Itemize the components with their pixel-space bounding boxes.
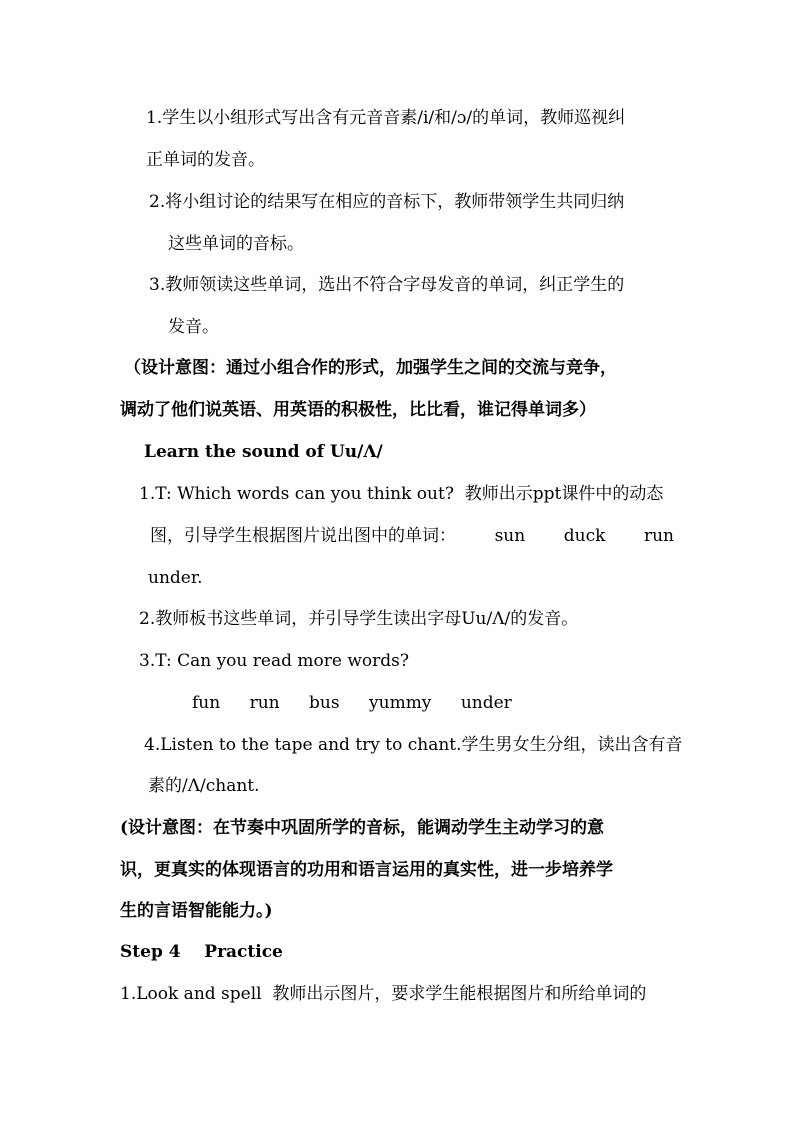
design-note-2-line2: 识，更真实的体现语言的功用和语言运用的真实性，进一步培养学	[120, 860, 613, 880]
block2-item2: 2.教师板书这些单词，并引导学生读出字母Uu/Λ/的发音。	[139, 609, 579, 629]
item2-line1: 2.将小组讨论的结果写在相应的音标下，教师带领学生共同归纳	[149, 192, 625, 212]
block3-item1-chinese: 教师出示图片，要求学生能根据图片和所给单词的	[272, 984, 647, 1004]
design-note-2-line1: (设计意图：在节奏中巩固所学的音标，能调动学生主动学习的意	[120, 818, 605, 838]
item1-line1: 1.学生以小组形式写出含有元音音素/i/和/ɔ/的单词，教师巡视纠	[146, 108, 626, 128]
word-list-item: yummy	[369, 693, 432, 713]
word-duck: duck	[563, 526, 606, 546]
block2-item1-line1	[139, 482, 663, 506]
item1-line2: 正单词的发音。	[146, 150, 265, 170]
word-list-item: fun	[192, 693, 221, 713]
block3-item1-line1	[120, 982, 646, 1006]
design-note-2-line3: 生的言语智能能力。)	[120, 901, 273, 921]
block2-item1-english: 1.T: Which words can you think out?	[139, 484, 454, 504]
word-list-item: under	[460, 693, 512, 713]
step4-title: Practice	[204, 942, 283, 962]
word-list-item: run	[249, 693, 280, 713]
word-sun: sun	[494, 526, 526, 546]
item2-line2: 这些单词的音标。	[168, 234, 304, 254]
block2-item1-prompt: 图，引导学生根据图片说出图中的单词：	[150, 526, 456, 546]
step4-heading	[120, 940, 283, 964]
design-note-1-line2: 调动了他们说英语、用英语的积极性，比比看，谁记得单词多）	[120, 400, 596, 420]
section-heading: Learn the sound of Uu/Λ/	[144, 442, 383, 462]
block2-item4-line2: 素的/Λ/chant.	[148, 776, 260, 796]
block3-item1-english: 1.Look and spell	[120, 984, 262, 1004]
word-run: run	[643, 526, 674, 546]
block2-item1-line3: under.	[148, 568, 203, 588]
block2-item1-chinese: 教师出示ppt课件中的动态	[464, 484, 664, 504]
block2-item1-line2	[150, 524, 674, 548]
word-list-item: bus	[309, 693, 340, 713]
design-note-1-line1: （设计意图：通过小组合作的形式，加强学生之间的交流与竞争，	[124, 358, 617, 378]
item3-line1: 3.教师领读这些单词，选出不符合字母发音的单词，纠正学生的	[149, 275, 625, 295]
block2-item3: 3.T: Can you read more words?	[139, 651, 409, 671]
item3-line2: 发音。	[168, 317, 219, 337]
step4-label: Step 4	[120, 942, 181, 962]
block2-item4-line1: 4.Listen to the tape and try to chant.学生男女生分组，读出含有音	[144, 735, 683, 755]
word-list	[192, 691, 536, 715]
